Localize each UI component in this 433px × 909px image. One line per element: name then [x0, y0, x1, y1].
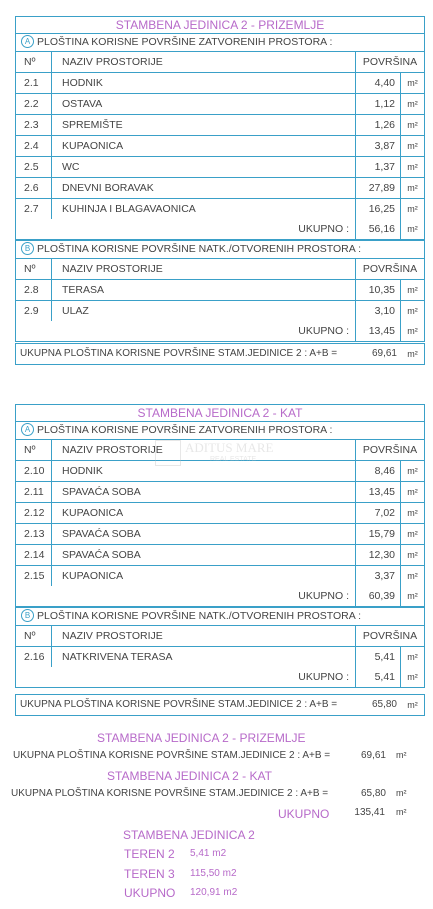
table-header-row [16, 52, 424, 73]
row-name: KUPAONICA [52, 503, 356, 523]
section-a-header [16, 34, 424, 52]
table-row [16, 94, 424, 115]
summary-unit: m² [396, 788, 407, 798]
section-badge-b: B [21, 609, 34, 622]
row-name: KUPAONICA [52, 136, 356, 156]
header-name: NAZIV PROSTORIJE [52, 626, 356, 646]
row-name: NATKRIVENA TERASA [52, 647, 356, 667]
subtotal-value: 5,41 [356, 667, 401, 687]
row-name: ULAZ [52, 301, 356, 321]
row-number: 2.14 [16, 545, 52, 565]
row-area: 12,30 [356, 545, 401, 565]
table-row [16, 157, 424, 178]
row-unit: m² [407, 141, 418, 151]
subtotal-value: 56,16 [356, 219, 401, 239]
grand-total-value: 65,80 [371, 699, 397, 710]
header-no: Nº [16, 52, 52, 72]
header-area: POVRŠINA [362, 444, 418, 456]
section-a-label: PLOŠTINA KORISNE POVRŠINE ZATVORENIH PROSTORA : [37, 424, 333, 436]
table-row [16, 136, 424, 157]
header-area: POVRŠINA [362, 630, 418, 642]
row-number: 2.12 [16, 503, 52, 523]
teren-label: UKUPNO [124, 886, 176, 900]
teren-title: STAMBENA JEDINICA 2 [123, 828, 255, 842]
row-number: 2.9 [16, 301, 52, 321]
row-number: 2.11 [16, 482, 52, 502]
row-name: SPREMIŠTE [52, 115, 356, 135]
row-unit: m² [407, 652, 418, 662]
row-area: 3,10 [356, 301, 401, 321]
row-number: 2.10 [16, 461, 52, 481]
row-number: 2.13 [16, 524, 52, 544]
row-area: 15,79 [356, 524, 401, 544]
row-number: 2.4 [16, 136, 52, 156]
row-number: 2.7 [16, 199, 52, 219]
row-unit: m² [407, 487, 418, 497]
row-unit: m² [407, 78, 418, 88]
subtotal-label: UKUPNO : [16, 586, 356, 606]
section-badge-a: A [21, 423, 34, 436]
row-number: 2.8 [16, 280, 52, 300]
subtotal-row-b [16, 667, 424, 687]
table-row [16, 301, 424, 321]
table-title: STAMBENA JEDINICA 2 - KAT [16, 405, 424, 422]
table-row [16, 482, 424, 503]
teren-label: TEREN 3 [124, 867, 175, 881]
watermark-subtext: REAL ESTATE [210, 456, 257, 463]
row-name: HODNIK [52, 461, 356, 481]
subtotal-label: UKUPNO : [16, 219, 356, 239]
header-no: Nº [16, 440, 52, 460]
row-unit: m² [407, 162, 418, 172]
header-no: Nº [16, 626, 52, 646]
grand-total-prizemlje [15, 343, 425, 365]
row-area: 1,12 [356, 94, 401, 114]
teren-value: 120,91 m2 [190, 887, 238, 898]
header-area: POVRŠINA [362, 263, 418, 275]
table-title: STAMBENA JEDINICA 2 - PRIZEMLJE [16, 17, 424, 34]
row-number: 2.5 [16, 157, 52, 177]
summary-kat-label: UKUPNA PLOŠTINA KORISNE POVRŠINE STAM.JEDINICE 2 : A+B = [11, 788, 329, 799]
row-number: 2.1 [16, 73, 52, 93]
row-area: 5,41 [356, 647, 401, 667]
summary-kat-title: STAMBENA JEDINICA 2 - KAT [107, 769, 272, 783]
row-number: 2.2 [16, 94, 52, 114]
header-name: NAZIV PROSTORIJE [52, 52, 356, 72]
row-number: 2.16 [16, 647, 52, 667]
teren-value: 5,41 m2 [190, 848, 227, 859]
row-unit: m² [407, 550, 418, 560]
section-b-label: PLOŠTINA KORISNE POVRŠINE NATK./OTVORENIH PROSTORA : [37, 243, 362, 255]
subtotal-row-a [16, 586, 424, 607]
row-area: 13,45 [356, 482, 401, 502]
row-number: 2.15 [16, 566, 52, 586]
header-area: POVRŠINA [362, 56, 418, 68]
table-row [16, 524, 424, 545]
section-badge-a: A [21, 35, 34, 48]
row-area: 27,89 [356, 178, 401, 198]
row-unit: m² [407, 204, 418, 214]
table-header-row [16, 259, 424, 280]
subtotal-row-b [16, 321, 424, 341]
subtotal-value: 60,39 [356, 586, 401, 606]
teren-label: TEREN 2 [124, 847, 175, 861]
row-number: 2.3 [16, 115, 52, 135]
row-area: 3,87 [356, 136, 401, 156]
subtotal-unit: m² [407, 224, 418, 234]
row-area: 1,26 [356, 115, 401, 135]
row-name: HODNIK [52, 73, 356, 93]
row-name: KUPAONICA [52, 566, 356, 586]
subtotal-unit: m² [407, 326, 418, 336]
row-unit: m² [407, 571, 418, 581]
subtotal-unit: m² [407, 672, 418, 682]
row-name: WC [52, 157, 356, 177]
table-row [16, 280, 424, 301]
subtotal-unit: m² [407, 591, 418, 601]
grand-total-label: UKUPNA PLOŠTINA KORISNE POVRŠINE STAM.JEDINICE 2 : A+B = [20, 348, 338, 359]
row-unit: m² [407, 183, 418, 193]
summary-unit: m² [396, 750, 407, 760]
row-name: SPAVAĆA SOBA [52, 545, 356, 565]
summary-unit: m² [396, 807, 407, 817]
summary-prizemlje-value: 69,61 [360, 750, 386, 761]
table-row [16, 647, 424, 667]
subtotal-label: UKUPNO : [16, 667, 356, 687]
row-name: TERASA [52, 280, 356, 300]
section-b-label: PLOŠTINA KORISNE POVRŠINE NATK./OTVORENIH PROSTORA : [37, 610, 362, 622]
row-name: SPAVAĆA SOBA [52, 524, 356, 544]
grand-total-label: UKUPNA PLOŠTINA KORISNE POVRŠINE STAM.JEDINICE 2 : A+B = [20, 699, 338, 710]
table-row [16, 178, 424, 199]
row-area: 7,02 [356, 503, 401, 523]
row-area: 4,40 [356, 73, 401, 93]
logo-icon [155, 440, 181, 466]
grand-total-unit: m² [407, 700, 418, 710]
section-b-header [16, 607, 424, 626]
row-area: 10,35 [356, 280, 401, 300]
row-area: 8,46 [356, 461, 401, 481]
summary-prizemlje-label: UKUPNA PLOŠTINA KORISNE POVRŠINE STAM.JEDINICE 2 : A+B = [13, 750, 331, 761]
table-prizemlje [15, 16, 425, 342]
row-number: 2.6 [16, 178, 52, 198]
row-unit: m² [407, 466, 418, 476]
row-name: SPAVAĆA SOBA [52, 482, 356, 502]
header-name: NAZIV PROSTORIJE [52, 440, 356, 460]
row-area: 3,37 [356, 566, 401, 586]
grand-total-kat [15, 694, 425, 716]
section-b-header [16, 240, 424, 259]
row-name: KUHINJA I BLAGAVAONICA [52, 199, 356, 219]
summary-total-label: UKUPNO [278, 807, 330, 821]
row-name: DNEVNI BORAVAK [52, 178, 356, 198]
subtotal-row-a [16, 219, 424, 240]
table-row [16, 199, 424, 219]
row-unit: m² [407, 285, 418, 295]
subtotal-value: 13,45 [356, 321, 401, 341]
row-area: 1,37 [356, 157, 401, 177]
teren-value: 115,50 m2 [190, 868, 237, 879]
table-row [16, 115, 424, 136]
row-name: OSTAVA [52, 94, 356, 114]
row-unit: m² [407, 306, 418, 316]
row-area: 16,25 [356, 199, 401, 219]
table-row [16, 73, 424, 94]
grand-total-value: 69,61 [371, 348, 397, 359]
table-row [16, 545, 424, 566]
summary-kat-value: 65,80 [360, 788, 386, 799]
table-row [16, 503, 424, 524]
grand-total-unit: m² [407, 349, 418, 359]
table-header-row [16, 626, 424, 647]
header-no: Nº [16, 259, 52, 279]
table-row [16, 566, 424, 586]
section-a-label: PLOŠTINA KORISNE POVRŠINE ZATVORENIH PROSTORA : [37, 36, 333, 48]
summary-prizemlje-title: STAMBENA JEDINICA 2 - PRIZEMLJE [97, 731, 306, 745]
summary-total-value: 135,41 [354, 807, 385, 818]
subtotal-label: UKUPNO : [16, 321, 356, 341]
row-unit: m² [407, 120, 418, 130]
watermark-text: ADITUS MARE [185, 440, 274, 455]
row-unit: m² [407, 99, 418, 109]
row-unit: m² [407, 508, 418, 518]
section-badge-b: B [21, 242, 34, 255]
header-name: NAZIV PROSTORIJE [52, 259, 356, 279]
row-unit: m² [407, 529, 418, 539]
watermark-logo [155, 438, 285, 468]
